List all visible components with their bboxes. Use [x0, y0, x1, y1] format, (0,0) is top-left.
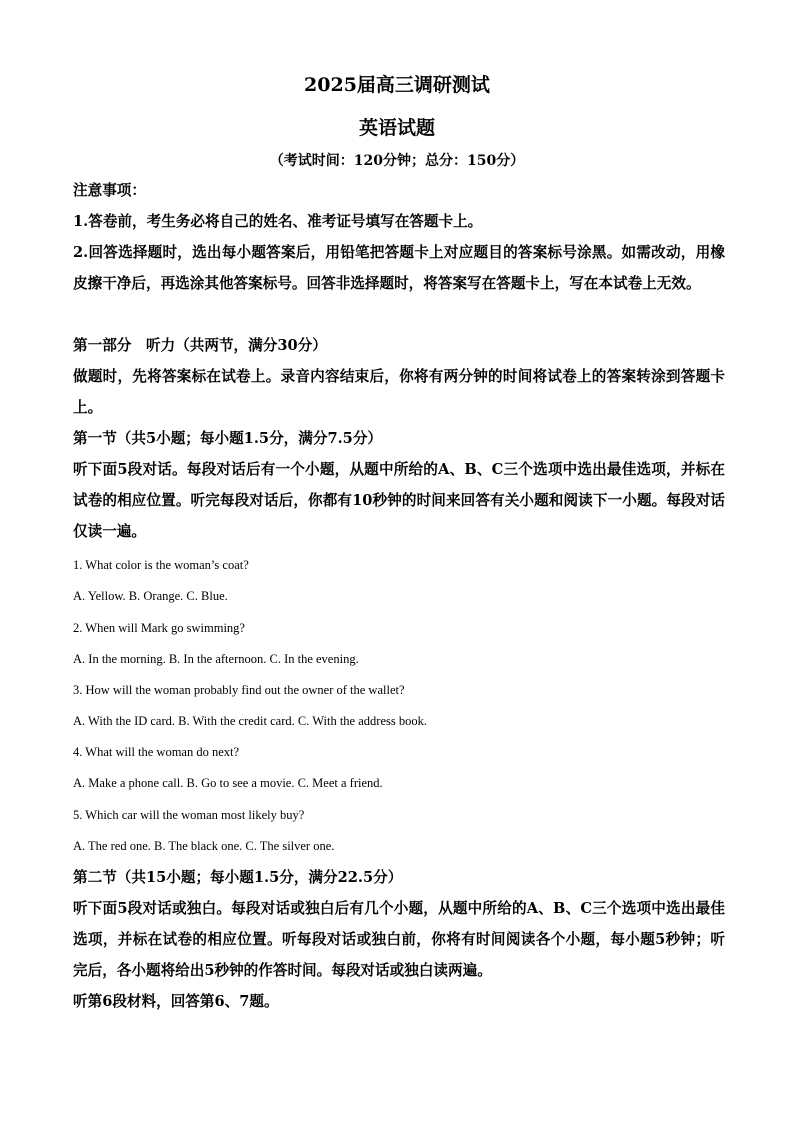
- notes-heading: 注意事项：: [73, 182, 146, 199]
- question-1-options: A. Yellow. B. Orange. C. Blue.: [73, 589, 228, 603]
- question-5: 5. Which car will the woman most likely buy?: [73, 808, 305, 822]
- question-2: 2. When will Mark go swimming?: [73, 621, 245, 635]
- exam-title: 2025届高三调研测试: [304, 74, 490, 96]
- time-info: （考试时间：120分钟；总分：150分）: [269, 153, 525, 169]
- section2-material: 听第6段材料，回答第6、7题。: [73, 993, 279, 1010]
- question-4: 4. What will the woman do next?: [73, 745, 240, 759]
- section2-heading: 第二节（共15小题；每小题1.5分，满分22.5分）: [73, 869, 403, 886]
- section2-instruction: 听下面5段对话或独白。每段对话或独白后有几个小题，从题中所给的A、B、C三个选项中选出最佳选项，并标在试卷的相应位置。听每段对话或独白前，你将有时间阅读各个小题，每小题5秒钟；听完后，各小题将给出5秒钟的作答时间。每段对话或独白读两遍。: [73, 900, 725, 979]
- part1-heading: 第一部分 听力（共两节，满分30分）: [73, 337, 327, 354]
- question-1: 1. What color is the woman’s coat?: [73, 558, 249, 572]
- subject-title: 英语试题: [358, 117, 435, 139]
- question-5-options: A. The red one. B. The black one. C. The silver one.: [73, 839, 335, 853]
- question-4-options: A. Make a phone call. B. Go to see a movie. C. Meet a friend.: [73, 776, 383, 790]
- question-2-options: A. In the morning. B. In the afternoon. C. In the evening.: [73, 652, 359, 666]
- question-3: 3. How will the woman probably find out the owner of the wallet?: [73, 683, 405, 697]
- section1-heading: 第一节（共5小题；每小题1.5分，满分7.5分）: [73, 430, 383, 447]
- question-3-options: A. With the ID card. B. With the credit card. C. With the address book.: [73, 714, 427, 728]
- part1-instruction: 做题时，先将答案标在试卷上。录音内容结束后，你将有两分钟的时间将试卷上的答案转涂到答题卡上。: [73, 368, 725, 416]
- note-item-1: 1.答卷前，考生务必将自己的姓名、准考证号填写在答题卡上。: [73, 213, 483, 230]
- section1-instruction: 听下面5段对话。每段对话后有一个小题，从题中所给的A、B、C三个选项中选出最佳选项，并标在试卷的相应位置。听完每段对话后，你都有10秒钟的时间来回答有关小题和阅读下一小题。每段对话仅读一遍。: [73, 461, 725, 540]
- note-item-2: 2.回答选择题时，选出每小题答案后，用铅笔把答题卡上对应题目的答案标号涂黑。如需改动，用橡皮擦干净后，再选涂其他答案标号。回答非选择题时，将答案写在答题卡上，写在本试卷上无效。: [73, 244, 725, 292]
